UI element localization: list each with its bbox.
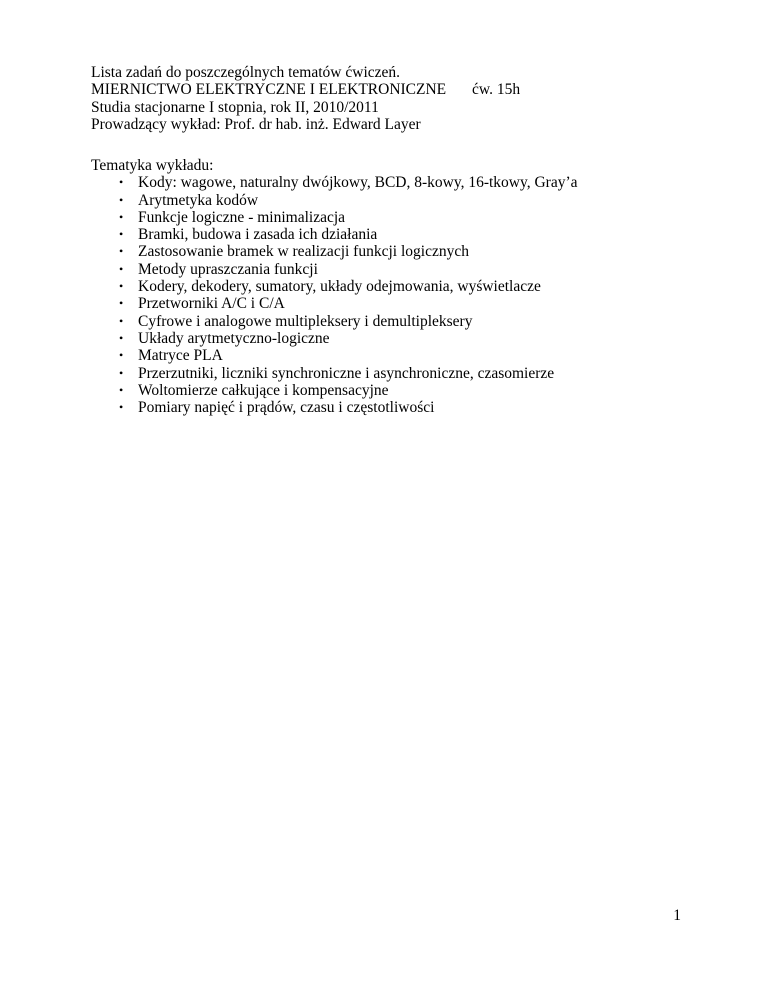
topic-item bbox=[91, 192, 671, 209]
topic-text: Cyfrowe i analogowe multipleksery i demultipleksery bbox=[138, 312, 473, 330]
topic-text: Metody upraszczania funkcji bbox=[138, 260, 318, 278]
topic-text: Woltomierze całkujące i kompensacyjne bbox=[138, 381, 389, 399]
topic-item bbox=[91, 347, 671, 364]
topic-text: Bramki, budowa i zasada ich działania bbox=[138, 226, 378, 244]
topic-item bbox=[91, 399, 671, 416]
topic-text: Przerzutniki, liczniki synchroniczne i asynchroniczne, czasomierze bbox=[138, 364, 555, 382]
topic-text: Arytmetyka kodów bbox=[138, 191, 259, 209]
bullet-icon: • bbox=[119, 400, 124, 415]
bullet-icon: • bbox=[119, 382, 124, 397]
bullet-icon: • bbox=[119, 330, 124, 345]
topics-heading: Tematyka wykładu: bbox=[91, 157, 214, 174]
page-number: 1 bbox=[673, 907, 681, 924]
course-line bbox=[91, 81, 651, 98]
bullet-icon: • bbox=[119, 279, 124, 294]
bullet-icon: • bbox=[119, 365, 124, 380]
topic-text: Układy arytmetyczno-logiczne bbox=[138, 329, 330, 347]
topic-item bbox=[91, 261, 671, 278]
topic-text: Zastosowanie bramek w realizacji funkcji logicznych bbox=[138, 243, 469, 261]
study-info-line: Studia stacjonarne I stopnia, rok II, 2010/2011 bbox=[91, 98, 379, 116]
topic-item bbox=[91, 209, 671, 226]
topic-item bbox=[91, 365, 671, 382]
topic-item bbox=[91, 330, 671, 347]
course-name: MIERNICTWO ELEKTRYCZNE I ELEKTRONICZNE bbox=[91, 81, 447, 99]
topic-item bbox=[91, 243, 671, 260]
bullet-icon: • bbox=[119, 261, 124, 276]
bullet-icon: • bbox=[119, 175, 124, 190]
header-title-line: Lista zadań do poszczególnych tematów ćwiczeń. bbox=[91, 64, 401, 81]
topic-item bbox=[91, 295, 671, 312]
bullet-icon: • bbox=[119, 192, 124, 207]
bullet-icon: • bbox=[119, 209, 124, 224]
bullet-icon: • bbox=[119, 296, 124, 311]
topic-item bbox=[91, 278, 671, 295]
topic-text: Pomiary napięć i prądów, czasu i częstotliwości bbox=[138, 399, 435, 417]
topic-text: Funkcje logiczne - minimalizacja bbox=[138, 208, 346, 226]
bullet-icon: • bbox=[119, 244, 124, 259]
topic-text: Kodery, dekodery, sumatory, układy odejmowania, wyświetlacze bbox=[138, 278, 541, 296]
document-header bbox=[91, 64, 651, 133]
bullet-icon: • bbox=[119, 313, 124, 328]
lecturer-line: Prowadzący wykład: Prof. dr hab. inż. Edward Layer bbox=[91, 115, 421, 133]
bullet-icon: • bbox=[119, 227, 124, 242]
topic-text: Kody: wagowe, naturalny dwójkowy, BCD, 8-kowy, 16-tkowy, Gray’a bbox=[138, 174, 578, 192]
topic-text: Matryce PLA bbox=[138, 347, 223, 365]
lecture-topics-section bbox=[91, 157, 671, 416]
bullet-icon: • bbox=[119, 348, 124, 363]
topic-item bbox=[91, 382, 671, 399]
topic-item bbox=[91, 174, 671, 191]
topic-text: Przetworniki A/C i C/A bbox=[138, 295, 285, 313]
course-hours: ćw. 15h bbox=[472, 81, 521, 99]
topic-item bbox=[91, 313, 671, 330]
topics-list bbox=[91, 174, 671, 416]
topic-item bbox=[91, 226, 671, 243]
